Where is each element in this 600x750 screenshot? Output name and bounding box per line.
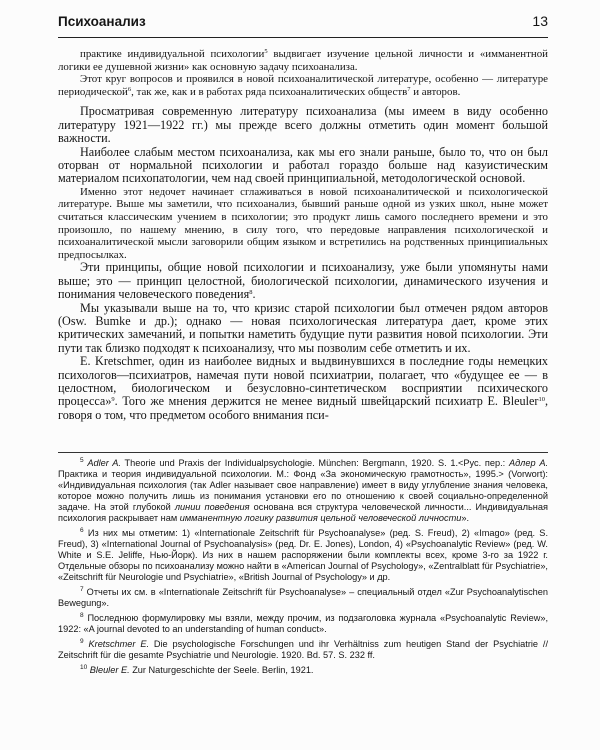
paragraph [58, 105, 548, 145]
text-run: E. Kretschmer, один из наиболее видных и выдвинувшихся в последние годы немецких психологов—психиатров, намечая пути новой психиатрии, полагает, что «будущее ее — в целостном, биологическом и безусловно-синтетическом восприятии психического процесса» [58, 354, 548, 409]
paragraph [58, 186, 548, 262]
running-header [58, 14, 548, 32]
footnote [58, 528, 548, 583]
emphasis: линии поведения [174, 502, 250, 512]
text-run: , говоря о том, что предметом особого внимания пси- [58, 394, 548, 422]
footnote [58, 613, 548, 635]
text-run: Отчеты их см. в «Internationale Zeitschrift für Psychoanalyse» – специальный отдел «Zur Psychoanalytischen Bewegung». [58, 587, 548, 608]
footnote [58, 665, 548, 676]
text-run: Просматривая современную литературу психоанализа (мы имеем в виду особенно литературу 1921—1922 гг.) мы прежде всего должны отметить один момент большой важности. [58, 104, 548, 146]
footnote-ref: 7 [80, 586, 84, 593]
footnote-ref: 7 [407, 85, 411, 93]
running-title: Психоанализ [58, 14, 146, 29]
text-run: Theorie und Praxis der Individualpsychologie. München: Bergmann, 1920. S. 1.<Рус. пер.: [120, 458, 509, 468]
footnote [58, 639, 548, 661]
author-name: Адлер А. [508, 458, 549, 468]
page-number: 13 [532, 13, 548, 29]
footnote-ref: 8 [80, 612, 84, 619]
text-run: Мы указывали выше на то, что кризис старой психологии был отмечен рядом авторов (Osw. Bumke и др.); однако — новая психологическая литература дает, кроме этих критических замечаний, и попытки наметить будущие пути развития новой психологии. Эти пути так близко подходят к психоанализу, что мы позволим себе отметить и их. [58, 300, 548, 355]
text-run: Zur Naturgeschichte der Seele. Berlin, 1921. [129, 665, 314, 675]
footnotes [58, 458, 548, 680]
author-name: Kretschmer E. [88, 639, 150, 649]
text-run: выдвигает изучение цельной личности и «имманентной логики ее душевной жизни» как основную задачу психоанализа. [58, 48, 548, 73]
footnote-ref: 6 [80, 527, 84, 534]
paragraph [58, 146, 548, 186]
footnote-ref: 8 [249, 289, 253, 297]
author-name: Bleuler E. [89, 665, 130, 675]
paragraph [58, 355, 548, 422]
text-run: основана вся структура человеческой личности... Индивидуальная психология раскрывает нам [58, 502, 548, 523]
text-run: Эти принципы, общие новой психологии и психоанализу, уже были упомянуты нами выше; это — принцип целостной, биологической психологии, динамического изучения и понимания человеческого поведения [58, 260, 548, 302]
author-name: Adler A. [87, 458, 121, 468]
text-run: . [252, 287, 256, 302]
footnote-ref: 5 [264, 48, 268, 55]
footnote-ref: 10 [80, 664, 88, 671]
footnote-ref: 5 [80, 457, 84, 464]
footnote-ref: 10 [538, 396, 545, 404]
footnote [58, 587, 548, 609]
footnote-separator [58, 452, 548, 453]
text-run: Die psychologische Forschungen und ihr Verhältniss zum heutigen Stand der Psychiatrie // Zeitschrift für die gesamte Psychiatrie und Neurologie. 1920. Bd. 57. S. 232 ff. [58, 639, 549, 660]
text-run: Практика и теория индивидуальной психологии. М.: Фонд «За экономическую грамотность», 1995.> (Vorwort): «Индивидуальная психология (так Adler называет свое направление) имеет в виду углубление знания человека, которое можно получить лишь из понимания установки его по отношению к своей социально-определенной задаче. На этой глубокой [58, 469, 548, 512]
footnote [58, 458, 548, 524]
text-run: Последнюю формулировку мы взяли, между прочим, из подзаголовка журнала «Psychoanalytic Review», 1922: «A journal devoted to an understanding of human conduct». [58, 613, 548, 634]
header-rule [58, 37, 548, 38]
paragraph [58, 73, 548, 98]
footnote-ref: 9 [111, 396, 115, 404]
text-run: Этот круг вопросов и проявился в новой психоаналитической литературе, особенно — литературе периодической [58, 73, 548, 98]
text-run: ». [461, 513, 470, 523]
paragraph [58, 302, 548, 356]
text-run: и авторов. [410, 85, 461, 98]
footnote-ref: 9 [80, 638, 84, 645]
text-run: Именно этот недочет начинает сглаживаться в новой психоаналитической и психологической литературе. Выше мы заметили, что психоанализ, бывший раньше одной из узких школ, ныне может считаться классическим учением в психологии; это продукт лишь самого последнего времени и это произошло, по нашему мнению, в силу того, что передовые направления психологической и психоаналитической мысли заговорили общим языком и встретились на родственных принципиальных предпосылках. [58, 185, 548, 261]
paragraph [58, 48, 548, 73]
footnote-ref: 6 [127, 85, 132, 93]
main-text [58, 48, 548, 422]
text-run: . Того же мнения держится не менее видный швейцарский психиатр E. Bleuler [114, 394, 539, 409]
text-run: Из них мы отметим: 1) «Internationale Zeitschrift für Psychoanalyse» (ред. S. Freud), 2) «Imago» (ред. S. Freud), 3) «International Journal of Psychoanalysis» (ред. Dr. E. Jones), London, 4) «Psychoanalytic Review» (ред. W. White и S.E. Jeliffe, Нью-Йорк). Из них в нашем распоряжении были комплекты всех, кроме 3-го за 1922 г. Отдельные обзоры по психоанализу можно найти в «American Journal of Psychology», «Zentralblatt für Psychiatrie», «Zeitschrift für Neurologie und Psychiatrie», «British Journal of Psychology» и др. [58, 528, 548, 582]
paragraph [58, 261, 548, 301]
text-run: , так же, как и в работах ряда психоаналитических обществ [131, 85, 408, 98]
emphasis: имманентную логику развития цельной человеческой личности [179, 513, 462, 523]
text-run: практике индивидуальной психологии [80, 48, 265, 60]
text-run: Наиболее слабым местом психоанализа, как мы его знали раньше, было то, что он был оторван от нормальной психологии и работал гораздо больше над казуистическим материалом психопатологии, чем над своей принципиальной, методологической основой. [58, 144, 548, 186]
